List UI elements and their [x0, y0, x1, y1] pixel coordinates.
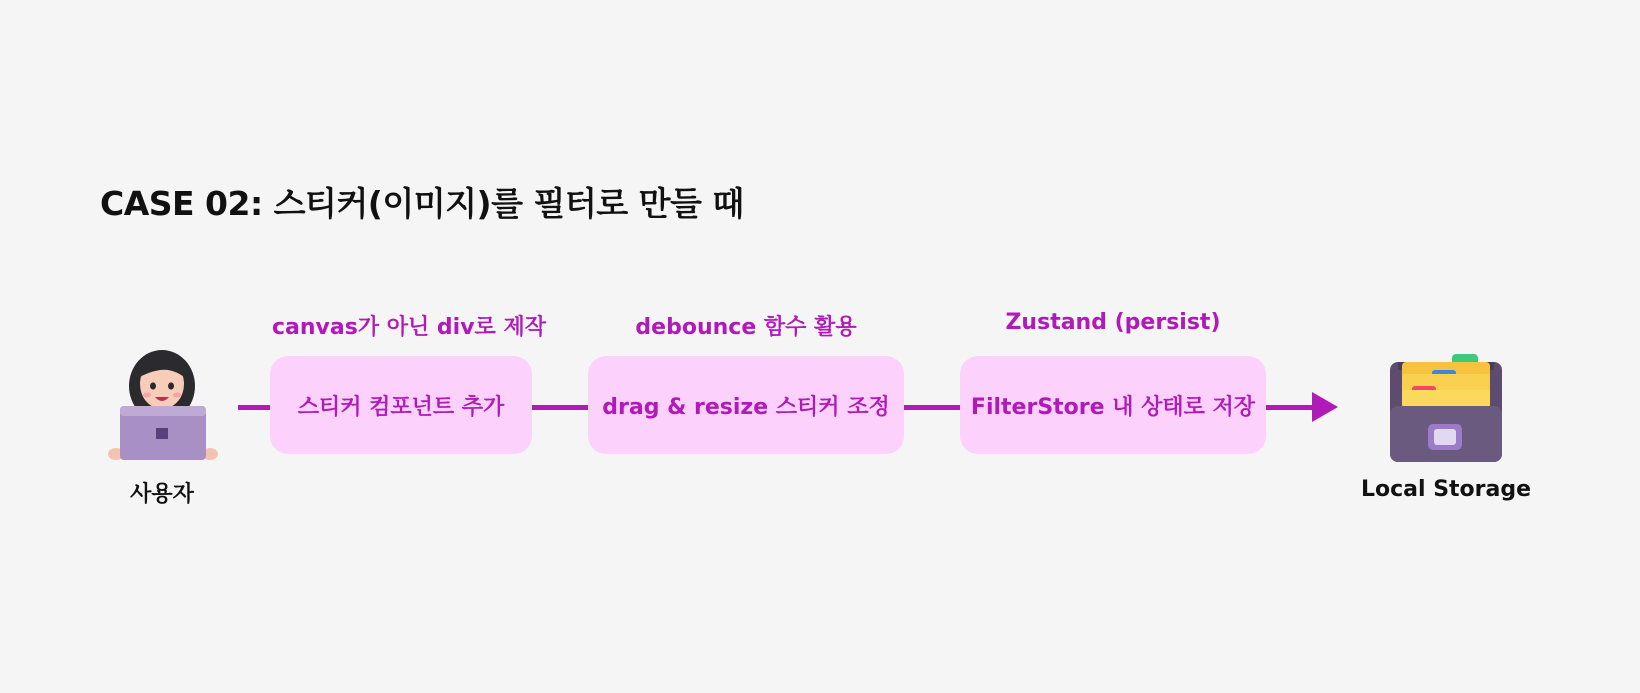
step-note: Zustand (persist) — [1005, 310, 1221, 335]
step-box — [960, 356, 1266, 454]
diagram-title: CASE 02: 스티커(이미지)를 필터로 만들 때 — [100, 184, 744, 223]
step-box — [270, 356, 532, 454]
step-label: FilterStore 내 상태로 저장 — [970, 394, 1256, 420]
connector-line — [238, 405, 272, 410]
step-label: 스티커 컴포넌트 추가 — [297, 394, 505, 420]
target-label: Local Storage — [1360, 477, 1532, 502]
arrowhead — [1312, 392, 1338, 422]
step-label: drag & resize 스티커 조정 — [602, 394, 890, 420]
file-cabinet-icon — [1388, 352, 1504, 462]
connector-line — [1266, 405, 1314, 410]
step-note: debounce 함수 활용 — [635, 315, 857, 340]
person-with-laptop-icon — [104, 346, 222, 460]
actor-label: 사용자 — [130, 482, 194, 507]
connector-line — [532, 405, 590, 410]
step-box — [588, 356, 904, 454]
connector-line — [904, 405, 962, 410]
step-note: canvas가 아닌 div로 제작 — [272, 315, 546, 340]
